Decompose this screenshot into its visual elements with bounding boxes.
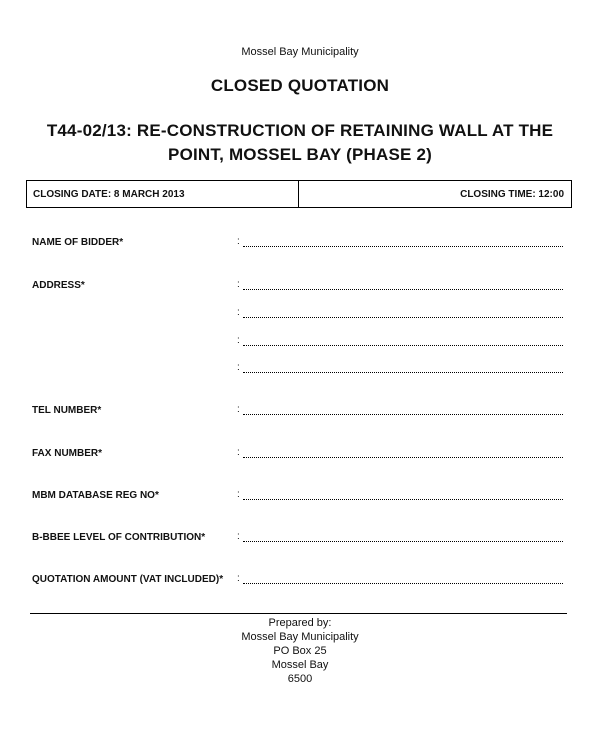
closing-info-box — [26, 180, 572, 208]
dotted-line — [243, 491, 563, 500]
footer-town: Mossel Bay — [271, 659, 329, 671]
tel-number-label: TEL NUMBER* — [32, 405, 102, 416]
colon: : — [237, 573, 240, 584]
dotted-line — [243, 337, 563, 346]
address-field-line-2[interactable] — [237, 307, 563, 318]
bbbee-level-label: B-BBEE LEVEL OF CONTRIBUTION* — [32, 532, 206, 543]
colon: : — [237, 531, 240, 542]
quotation-amount-field[interactable] — [237, 573, 563, 584]
dotted-line — [243, 309, 563, 318]
tender-title-line-2: POINT, MOSSEL BAY (PHASE 2) — [168, 145, 432, 164]
document-type-heading: CLOSED QUOTATION — [210, 76, 390, 95]
footer-postal-code: 6500 — [287, 673, 313, 685]
colon: : — [237, 362, 240, 373]
address-field-line-4[interactable] — [237, 362, 563, 373]
colon: : — [237, 447, 240, 458]
footer-po-box: PO Box 25 — [273, 645, 327, 657]
footer-divider — [30, 613, 567, 614]
dotted-line — [243, 364, 563, 373]
tel-number-field[interactable] — [237, 404, 563, 415]
dotted-line — [243, 406, 563, 415]
colon: : — [237, 307, 240, 318]
prepared-by-label: Prepared by: — [268, 617, 332, 629]
municipality-name: Mossel Bay Municipality — [241, 46, 359, 58]
dotted-line — [243, 449, 563, 458]
colon: : — [237, 335, 240, 346]
name-of-bidder-label: NAME OF BIDDER* — [32, 237, 124, 248]
mbm-database-label: MBM DATABASE REG NO* — [32, 490, 159, 501]
fax-number-label: FAX NUMBER* — [32, 448, 103, 459]
footer-organization: Mossel Bay Municipality — [241, 631, 359, 643]
dotted-line — [243, 575, 563, 584]
mbm-database-field[interactable] — [237, 489, 563, 500]
dotted-line — [243, 533, 563, 542]
address-field-line-3[interactable] — [237, 335, 563, 346]
colon: : — [237, 279, 240, 290]
quotation-amount-label: QUOTATION AMOUNT (VAT INCLUDED)* — [32, 574, 224, 585]
colon: : — [237, 236, 240, 247]
closing-date: CLOSING DATE: 8 MARCH 2013 — [27, 181, 299, 207]
tender-title-line-1: T44-02/13: RE-CONSTRUCTION OF RETAINING WALL AT THE — [46, 121, 554, 140]
dotted-line — [243, 238, 563, 247]
colon: : — [237, 489, 240, 500]
fax-number-field[interactable] — [237, 447, 563, 458]
address-field-line-1[interactable] — [237, 279, 563, 290]
name-of-bidder-field[interactable] — [237, 236, 563, 247]
colon: : — [237, 404, 240, 415]
address-label: ADDRESS* — [32, 280, 85, 291]
bbbee-level-field[interactable] — [237, 531, 563, 542]
dotted-line — [243, 281, 563, 290]
closing-time: CLOSING TIME: 12:00 — [460, 188, 564, 200]
